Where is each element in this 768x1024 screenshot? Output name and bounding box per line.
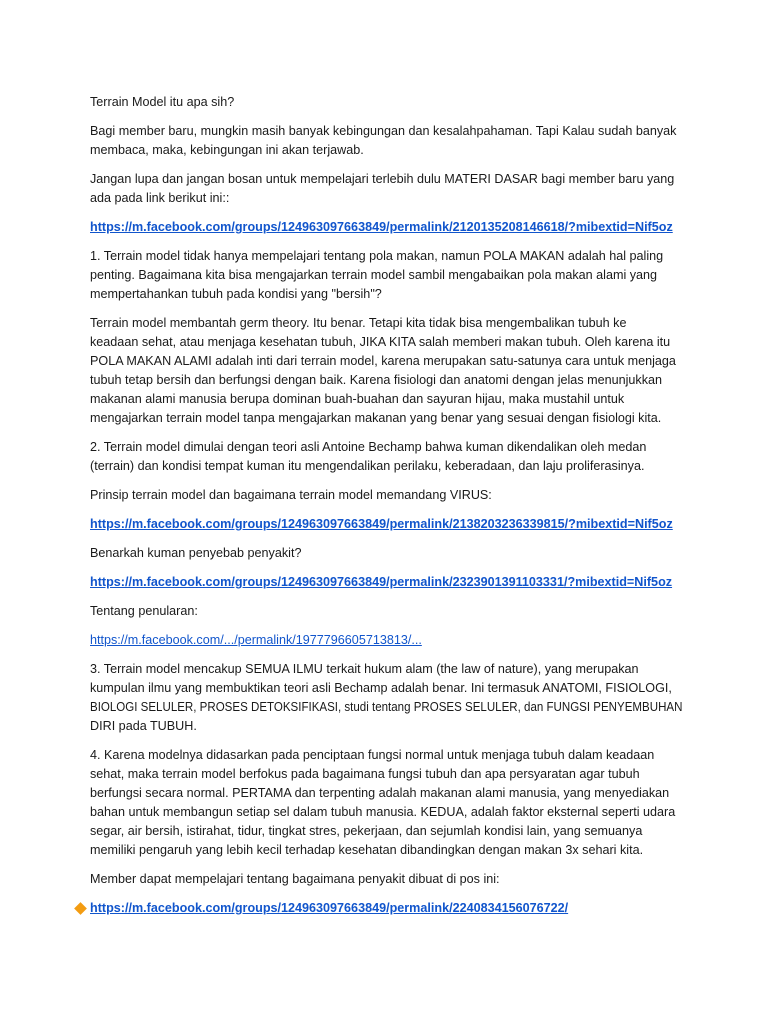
text-line: 3. Terrain model mencakup SEMUA ILMU terkait hukum alam (the law of nature), yang merupakan — [90, 662, 639, 676]
text-line: Member dapat mempelajari tentang bagaimana penyakit dibuat di pos ini: — [90, 872, 500, 886]
text-line: tubuh tetap bersih dan berfungsi dengan baik. Karena fisiologi dan anatomi dengan jelas menunjukkan — [90, 373, 663, 387]
text-line: Benarkah kuman penyebab penyakit? — [90, 546, 302, 560]
text-line: penting. Bagaimana kita bisa mengajarkan terrain model sambil mengabaikan pola makan alami yang — [90, 268, 658, 282]
germ-theory-paragraph — [90, 314, 680, 428]
contagion-heading — [90, 602, 680, 621]
point-2-paragraph — [90, 438, 680, 476]
point-3-paragraph — [90, 660, 683, 736]
virus-heading — [90, 486, 680, 505]
point-1-paragraph — [90, 247, 680, 304]
disease-link[interactable]: https://m.facebook.com/groups/124963097663849/permalink/2240834156076722/ — [90, 901, 569, 915]
text-line: makanan alami manusia berupa dominan buah-buahan dan sayuran hijau, maka mustahil untuk — [90, 392, 625, 406]
text-line: Tentang penularan: — [90, 604, 198, 618]
text-line: sehat, maka terrain model berfokus pada bagaimana fungsi tubuh dan apa persyaratan agar tubuh — [90, 767, 640, 781]
germ-link[interactable]: https://m.facebook.com/groups/124963097663849/permalink/2323901391103331/?mibextid=Nif5oz — [90, 575, 673, 589]
link-paragraph — [90, 218, 680, 237]
contagion-link[interactable]: https://m.facebook.com/.../permalink/1977796605713813/... — [90, 633, 422, 647]
text-line: keadaan sehat, atau menjaga kesehatan tubuh, JIKA KITA salah memberi makan tubuh. Oleh karena itu — [90, 335, 671, 349]
text-line: Bagi member baru, mungkin masih banyak kebingungan dan kesalahpahaman. Tapi Kalau sudah banyak — [90, 124, 677, 138]
text-line: membaca, maka, kebingungan ini akan terjawab. — [90, 143, 364, 157]
text-line: mengajarkan terrain model tanpa mengajarkan makanan yang benar yang sesuai dengan fisiologi kita. — [90, 411, 662, 425]
text-line: (terrain) dan kondisi tempat kuman itu mengendalikan perilaku, keberadaan, dan laju proliferasinya. — [90, 459, 645, 473]
text-line: memiliki pengaruh yang lebih kecil terhadap kesehatan dibandingkan dengan makan 3x sehari kita. — [90, 843, 644, 857]
virus-link[interactable]: https://m.facebook.com/groups/124963097663849/permalink/2138203236339815/?mibextid=Nif5oz — [90, 517, 673, 531]
text-line: bahan untuk membangun setiap sel dalam tubuh manusia. KEDUA, adalah faktor eksternal seperti udara — [90, 805, 676, 819]
reminder-paragraph — [90, 170, 680, 208]
link-paragraph — [90, 573, 680, 592]
document-body — [90, 93, 683, 928]
text-line: 1. Terrain model tidak hanya mempelajari tentang pola makan, namun POLA MAKAN adalah hal paling — [90, 249, 664, 263]
title-line — [90, 93, 680, 112]
germ-question — [90, 544, 680, 563]
text-line: 2. Terrain model dimulai dengan teori asli Antoine Bechamp bahwa kuman dikendalikan oleh medan — [90, 440, 647, 454]
text-line: POLA MAKAN ALAMI adalah inti dari terrain model, karena merupakan satu-satunya cara untuk menjaga — [90, 354, 676, 368]
text-line: Terrain model membantah germ theory. Itu benar. Tetapi kita tidak bisa mengembalikan tubuh ke — [90, 316, 627, 330]
link-paragraph — [90, 631, 680, 650]
link-paragraph — [90, 515, 680, 534]
text-line: Terrain Model itu apa sih? — [90, 95, 235, 109]
orange-diamond-icon — [74, 902, 87, 915]
disease-heading — [90, 870, 680, 889]
materi-dasar-link[interactable]: https://m.facebook.com/groups/124963097663849/permalink/2120135208146618/?mibextid=Nif5oz — [90, 220, 673, 234]
text-line: segar, air bersih, istirahat, tidur, tingkat stres, pekerjaan, dan sejumlah kondisi lain, yang semuanya — [90, 824, 643, 838]
text-line: 4. Karena modelnya didasarkan pada penciptaan fungsi normal untuk menjaga tubuh dalam keadaan — [90, 748, 655, 762]
text-line: DIRI pada TUBUH. — [90, 719, 197, 733]
text-line: Prinsip terrain model dan bagaimana terrain model memandang VIRUS: — [90, 488, 492, 502]
text-line: BIOLOGI SELULER, PROSES DETOKSIFIKASI, studi tentang PROSES SELULER, dan FUNGSI PENYEMBUHAN — [90, 700, 683, 714]
intro-paragraph — [90, 122, 680, 160]
link-paragraph — [90, 899, 680, 918]
text-line: berfungsi secara normal. PERTAMA dan terpenting adalah makanan alami manusia, yang menyediakan — [90, 786, 670, 800]
text-line: Jangan lupa dan jangan bosan untuk mempelajari terlebih dulu MATERI DASAR bagi member baru yang — [90, 172, 675, 186]
point-4-paragraph — [90, 746, 680, 860]
text-line: kumpulan ilmu yang membuktikan teori asli Bechamp adalah benar. Ini termasuk ANATOMI, FISIOLOGI, — [90, 681, 672, 695]
text-line: ada pada link berikut ini:: — [90, 191, 230, 205]
text-line: mempertahankan tubuh pada kondisi yang "bersih"? — [90, 287, 382, 301]
